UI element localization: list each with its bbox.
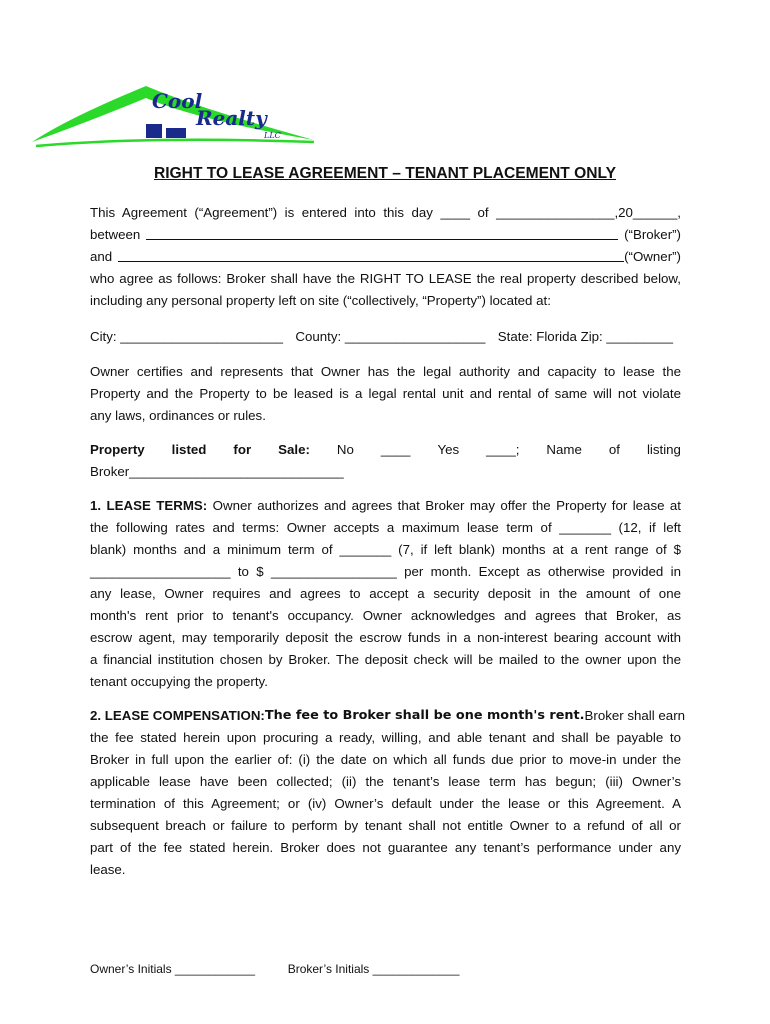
certify-line-1: Owner certifies and represents that Owner has the legal authority and capacity to lease the — [90, 364, 681, 379]
section2-line-5: termination of this Agreement; or (iv) Owner’s default under the lease or this Agreement. A — [90, 796, 681, 811]
logo-word-cool: Cool — [152, 89, 203, 113]
section1-line-1 — [90, 496, 681, 516]
listed-word-listing: listing — [646, 442, 681, 457]
listed-word-listed: listed — [171, 442, 207, 457]
certify-line-2: Property and the Property to be leased is a legal rental unit and rental of same will not violate — [90, 386, 681, 401]
section1-line-2: the following rates and terms: Owner accepts a maximum lease term of _______ (12, if left — [90, 520, 681, 535]
broker-name-field[interactable] — [146, 225, 618, 240]
section2-line-1-rest: Broker shall earn — [584, 708, 686, 723]
listing-broker-field[interactable]: Broker_____________________________ — [90, 464, 344, 479]
listed-word-name: Name — [546, 442, 582, 457]
document-title: RIGHT TO LEASE AGREEMENT – TENANT PLACEMENT ONLY — [153, 165, 617, 182]
section1-line-3: blank) months and a minimum term of _______ (7, if left blank) months at a rent range of $ — [90, 542, 681, 557]
owner-suffix: (“Owner”) — [624, 249, 681, 264]
section2-line-7: part of the fee stated herein. Broker does not guarantee any tenant’s performance under any — [90, 840, 681, 855]
listed-word-for: for — [233, 442, 252, 457]
owner-name-field[interactable] — [118, 247, 624, 262]
section2-fee-statement: The fee to Broker shall be one month's rent. — [264, 708, 585, 723]
company-logo — [28, 80, 318, 152]
section2-line-6: subsequent breach or failure to perform by tenant shall not entitle Owner to a refund of all or — [90, 818, 681, 833]
logo-word-realty: Realty — [196, 106, 267, 130]
intro-line-5: including any personal property left on site (“collectively, “Property”) located at: — [90, 293, 551, 308]
section1-line-9: tenant occupying the property. — [90, 674, 268, 689]
listed-word-sale: Sale: — [278, 442, 310, 457]
city-field[interactable]: City: ______________________ — [90, 329, 283, 344]
and-label: and — [90, 249, 113, 264]
section2-line-4: applicable lease have been collected; (ii) the tenant’s lease term has begun; (iii) Owner’s — [90, 774, 681, 789]
listed-no-blank[interactable]: ____ — [380, 442, 411, 457]
listed-for-sale-line — [90, 440, 681, 460]
intro-line-1 — [90, 203, 681, 223]
section1-line-6: month's rent prior to tenant's occupancy. Owner acknowledges and agrees that Broker, as — [90, 608, 681, 623]
owner-initials-field[interactable]: Owner’s Initials ____________ — [90, 962, 256, 976]
broker-suffix: (“Broker”) — [624, 227, 681, 242]
certify-line-3: any laws, ordinances or rules. — [90, 408, 266, 423]
listed-yes-label: Yes — [437, 442, 460, 457]
listed-word-property: Property — [90, 442, 145, 457]
listed-yes-blank[interactable]: ____; — [486, 442, 520, 457]
between-label: between — [90, 227, 141, 242]
location-line — [90, 327, 673, 347]
section1-heading: 1. LEASE TERMS: — [90, 498, 208, 513]
state-zip-field[interactable]: State: Florida Zip: _________ — [497, 329, 673, 344]
county-field[interactable]: County: ___________________ — [295, 329, 486, 344]
listed-word-of: of — [608, 442, 620, 457]
broker-initials-field[interactable]: Broker’s Initials _____________ — [287, 962, 460, 976]
section2-line-1 — [90, 706, 686, 726]
between-line — [90, 225, 681, 245]
section1-line-8: a financial institution chosen by Broker. The deposit check will be mailed to the owner upon the — [90, 652, 681, 667]
section1-line-5: any lease, Owner requires and agrees to accept a security deposit in the amount of one — [90, 586, 681, 601]
initials-footer — [90, 962, 459, 976]
section1-line-4: ___________________ to $ _________________ per month. Except as otherwise provided in — [90, 564, 681, 579]
section2-line-8: lease. — [90, 862, 126, 877]
intro-line-4: who agree as follows: Broker shall have the RIGHT TO LEASE the real property described below, — [90, 271, 681, 286]
section1-line-1-text: Owner authorizes and agrees that Broker may offer the Property for lease at — [207, 498, 682, 513]
section2-heading: 2. LEASE COMPENSATION: — [90, 708, 265, 723]
listed-no-label: No — [336, 442, 354, 457]
section2-line-2: the fee stated herein upon procuring a ready, willing, and able tenant and shall be payable to — [90, 730, 681, 745]
logo-word-llc: LLC — [264, 131, 281, 140]
section1-line-7: escrow agent, may temporarily deposit the escrow funds in a non-interest bearing account with — [90, 630, 681, 645]
roof-logo-icon — [28, 80, 318, 152]
and-line — [90, 247, 681, 267]
section2-line-3: Broker in full upon the earlier of: (i) the date on which all funds due prior to move-in under the — [90, 752, 681, 767]
intro-line-1-text: This Agreement (“Agreement”) is entered into this day ____ of ________________,20______, — [90, 205, 681, 220]
